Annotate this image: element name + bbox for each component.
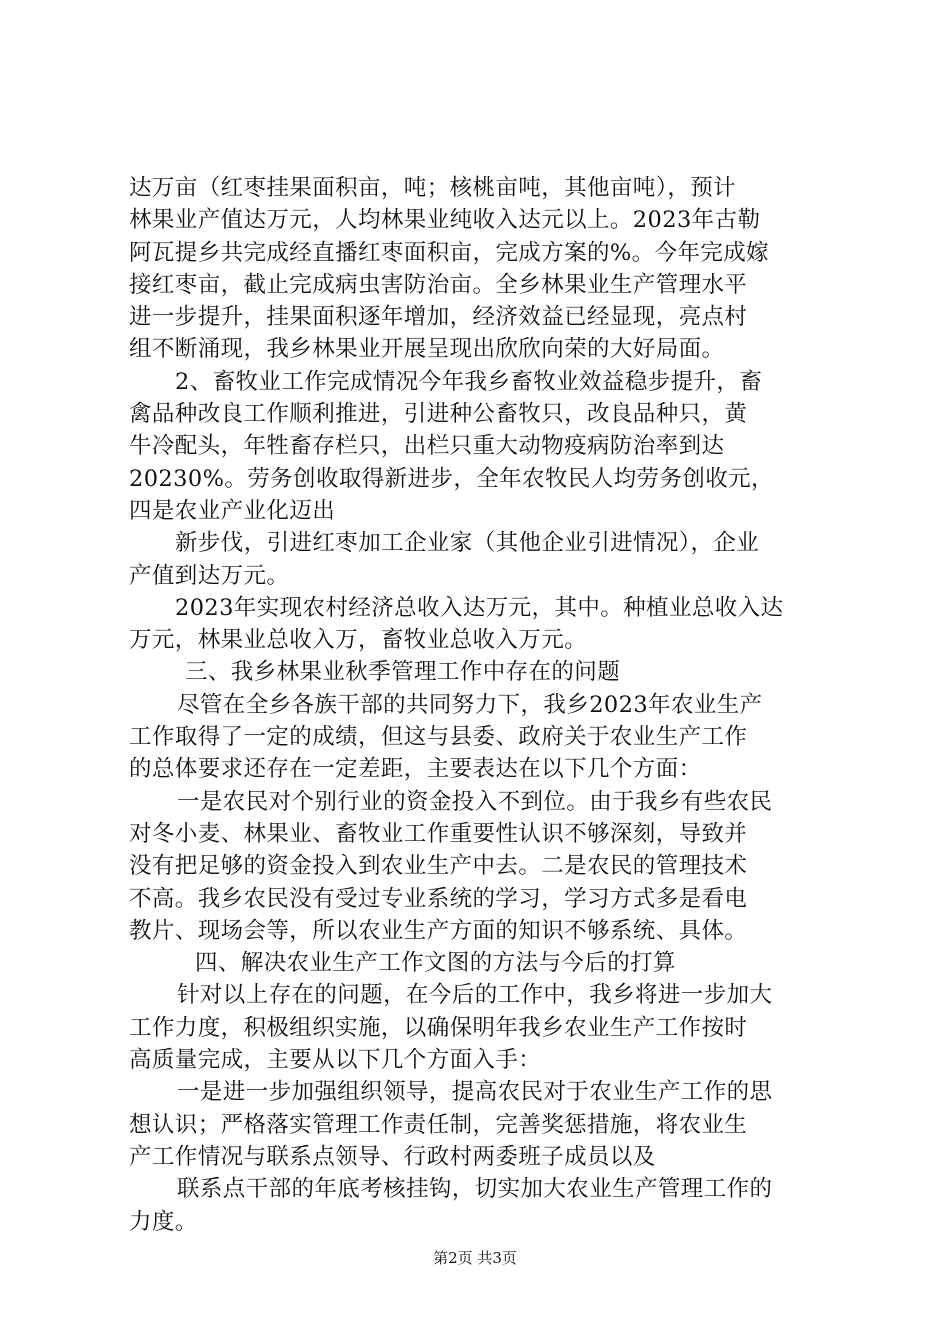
text-line: 对冬小麦、林果业、畜牧业工作重要性认识不够深刻，导致并 xyxy=(129,820,748,847)
document-body xyxy=(129,172,829,1238)
text-line: 阿瓦提乡共完成经直播红枣面积亩，完成方案的%。今年完成嫁 xyxy=(129,239,770,266)
text-line: 达万亩（红枣挂果面积亩，吨；核桃亩吨，其他亩吨），预计 xyxy=(129,175,737,201)
text-line: 新步伐，引进红枣加工企业家（其他企业引进情况），企业 xyxy=(175,530,760,557)
section-heading: 三、我乡林果业秋季管理工作中存在的问题 xyxy=(185,659,621,686)
text-line: 一是进一步加强组织领导，提高农民对于农业生产工作的思 xyxy=(177,1079,773,1106)
text-line: 一是农民对个别行业的资金投入不到位。由于我乡有些农民 xyxy=(177,788,773,815)
text-line: 组不断涌现，我乡林果业开展呈现出欣欣向荣的大好局面。 xyxy=(129,336,725,363)
text-line: 教片、现场会等，所以农业生产方面的知识不够系统、具体。 xyxy=(129,917,748,944)
text-line: 禽品种改良工作顺利推进，引进种公畜牧只，改良品种只，黄 xyxy=(129,401,748,428)
text-line: 工作力度，积极组织实施，以确保明年我乡农业生产工作按时 xyxy=(129,1014,748,1041)
text-line: 2、畜牧业工作完成情况今年我乡畜牧业效益稳步提升，畜 xyxy=(175,368,763,395)
text-line: 力度。 xyxy=(129,1208,198,1235)
text-line: 想认识；严格落实管理工作责任制，完善奖惩措施，将农业生 xyxy=(129,1111,748,1138)
text-line: 2023年实现农村经济总收入达万元，其中。种植业总收入达 xyxy=(175,594,784,621)
text-line: 产值到达万元。 xyxy=(129,562,290,589)
text-line: 20230%。劳务创收取得新进步，全年农牧民人均劳务创收元， xyxy=(129,465,774,492)
text-line: 没有把足够的资金投入到农业生产中去。二是农民的管理技术 xyxy=(129,853,748,880)
section-heading: 四、解决农业生产工作文图的方法与今后的打算 xyxy=(195,950,676,977)
text-line: 接红枣亩，截止完成病虫害防治亩。全乡林果业生产管理水平 xyxy=(129,271,748,298)
text-line: 针对以上存在的问题，在今后的工作中，我乡将进一步加大 xyxy=(177,982,773,1009)
text-line: 不高。我乡农民没有受过专业系统的学习，学习方式多是看电 xyxy=(129,885,748,912)
page-footer: 第2页 共3页 xyxy=(433,1249,517,1267)
text-line: 四是农业产业化迈出 xyxy=(129,497,336,524)
text-line: 联系点干部的年底考核挂钩，切实加大农业生产管理工作的 xyxy=(177,1176,773,1203)
text-line: 尽管在全乡各族干部的共同努力下，我乡2023年农业生产 xyxy=(177,691,763,718)
text-line: 的总体要求还存在一定差距，主要表达在以下几个方面： xyxy=(129,756,702,783)
text-line: 进一步提升，挂果面积逐年增加，经济效益已经显现，亮点村 xyxy=(129,304,748,331)
text-line: 产工作情况与联系点领导、行政村两委班子成员以及 xyxy=(129,1143,656,1170)
text-line: 牛冷配头，年牲畜存栏只，出栏只重大动物疫病防治率到达 xyxy=(129,433,725,460)
text-line: 万元，林果业总收入万，畜牧业总收入万元。 xyxy=(129,627,588,654)
text-line: 林果业产值达万元，人均林果业纯收入达元以上。2023年古勒 xyxy=(129,207,761,234)
text-line: 工作取得了一定的成绩，但这与县委、政府关于农业生产工作 xyxy=(129,724,748,751)
text-line: 高质量完成，主要从以下几个方面入手： xyxy=(129,1047,542,1074)
